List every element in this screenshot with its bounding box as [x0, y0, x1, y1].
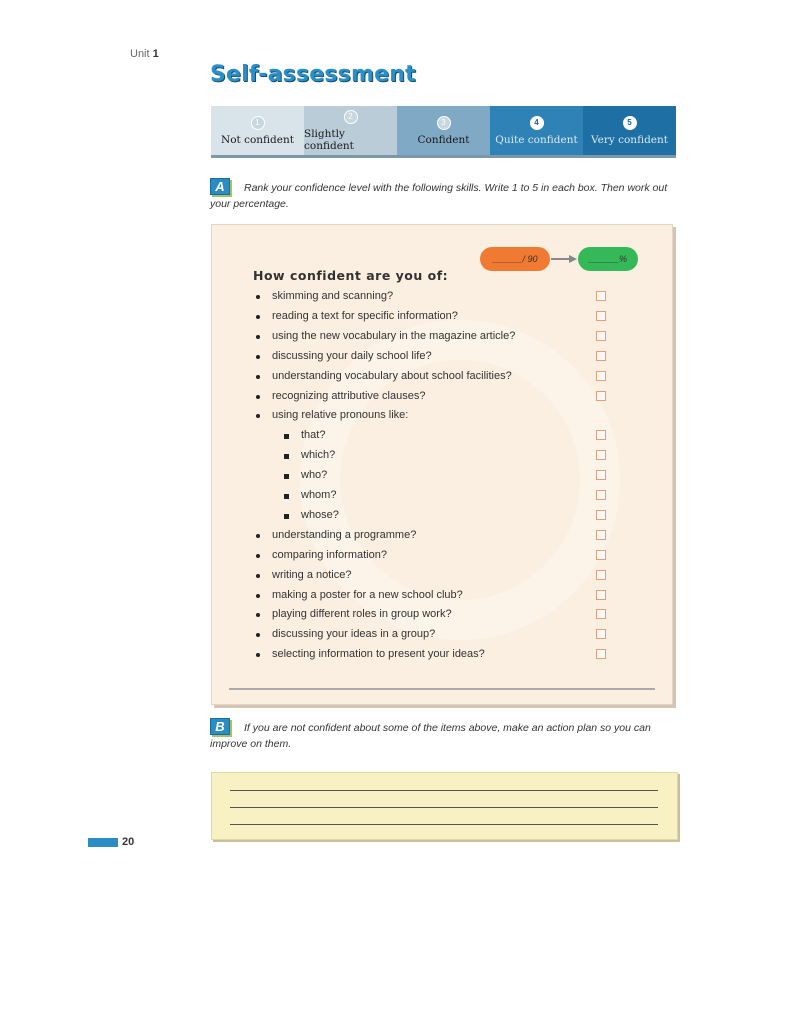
bullet: [256, 375, 260, 379]
section-b-instruction: [210, 718, 672, 752]
bullet: [256, 295, 260, 299]
checklist-subitem: who?: [301, 469, 328, 482]
bullet: [256, 315, 260, 319]
checklist-subitem: whose?: [301, 508, 339, 521]
checklist-item: writing a notice?: [272, 568, 352, 581]
sub-bullet: [284, 434, 289, 439]
rating-checkbox[interactable]: [596, 530, 606, 540]
bullet: [256, 395, 260, 399]
checklist-title: How confident are you of:: [253, 268, 449, 283]
scale-number: 2: [344, 110, 358, 124]
rating-checkbox[interactable]: [596, 351, 606, 361]
checklist-item: using relative pronouns like:: [272, 409, 409, 422]
rating-checkbox[interactable]: [596, 649, 606, 659]
rating-checkbox[interactable]: [596, 490, 606, 500]
rating-checkbox[interactable]: [596, 371, 606, 381]
checklist-item: making a poster for a new school club?: [272, 588, 463, 601]
scale-cell: [397, 106, 490, 155]
checklist-item: understanding vocabulary about school facilities?: [272, 369, 512, 382]
scale-number: 5: [623, 116, 637, 130]
checklist-subitem: which?: [301, 449, 336, 462]
bullet: [256, 355, 260, 359]
bullet: [256, 554, 260, 558]
rating-checkbox[interactable]: [596, 430, 606, 440]
section-a-text: Rank your confidence level with the following skills. Write 1 to 5 in each box. Then work out your percentage.: [210, 182, 668, 210]
action-plan-line[interactable]: [230, 790, 658, 791]
bullet: [256, 534, 260, 538]
scale-cell: [490, 106, 583, 155]
bullet: [256, 335, 260, 339]
rating-checkbox[interactable]: [596, 609, 606, 619]
checklist-item: skimming and scanning?: [272, 290, 394, 302]
sub-bullet: [284, 454, 289, 459]
sub-bullet: [284, 514, 289, 519]
section-a-marker: A: [210, 178, 230, 195]
unit-prefix: Unit: [130, 48, 150, 60]
checklist-item: using the new vocabulary in the magazine article?: [272, 329, 516, 342]
score-total-field[interactable]: ______/ 90: [480, 247, 550, 271]
rating-checkbox[interactable]: [596, 629, 606, 639]
checklist-subitem: whom?: [301, 489, 337, 501]
scale-label: Confident: [417, 133, 470, 146]
confidence-scale-bar: [211, 106, 676, 158]
sub-bullet: [284, 474, 289, 479]
checklist-item: discussing your daily school life?: [272, 349, 432, 362]
scale-cell: [583, 106, 676, 155]
scale-label: Not confident: [221, 133, 294, 146]
checklist-item: recognizing attributive clauses?: [272, 389, 426, 402]
rating-checkbox[interactable]: [596, 590, 606, 600]
sub-bullet: [284, 494, 289, 499]
checklist-item: playing different roles in group work?: [272, 608, 452, 621]
checklist-item: reading a text for specific information?: [272, 309, 458, 322]
checklist-item: understanding a programme?: [272, 528, 417, 541]
section-a-instruction: [210, 178, 670, 212]
rating-checkbox[interactable]: [596, 450, 606, 460]
checklist-subitem: that?: [301, 429, 326, 442]
scale-label: Very confident: [590, 133, 668, 146]
scale-label: Quite confident: [495, 133, 578, 146]
page-number: 20: [122, 836, 135, 848]
unit-label: [130, 48, 159, 60]
rating-checkbox[interactable]: [596, 550, 606, 560]
rating-checkbox[interactable]: [596, 391, 606, 401]
action-plan-line[interactable]: [230, 807, 658, 808]
section-b-marker: B: [210, 718, 230, 735]
panel-divider: [229, 688, 655, 690]
score-percent-field[interactable]: ______%: [578, 247, 638, 271]
rating-checkbox[interactable]: [596, 510, 606, 520]
rating-checkbox[interactable]: [596, 331, 606, 341]
bullet: [256, 574, 260, 578]
scale-cell: [211, 106, 304, 155]
checklist-item: selecting information to present your ideas?: [272, 648, 485, 661]
arrow-right-icon: [551, 254, 577, 264]
checklist-item: discussing your ideas in a group?: [272, 628, 436, 641]
rating-checkbox[interactable]: [596, 570, 606, 580]
page-number-bar: [88, 838, 118, 847]
scale-label: Slightly confident: [304, 127, 354, 152]
scale-number: 1: [251, 116, 265, 130]
bullet: [256, 594, 260, 598]
scale-number: 4: [530, 116, 544, 130]
section-b-text: If you are not confident about some of the items above, make an action plan so you can improve on them.: [210, 722, 651, 750]
action-plan-box[interactable]: [211, 772, 678, 840]
rating-checkbox[interactable]: [596, 311, 606, 321]
checklist-item: comparing information?: [272, 548, 387, 561]
rating-checkbox[interactable]: [596, 291, 606, 301]
action-plan-line[interactable]: [230, 824, 658, 825]
unit-number: 1: [152, 48, 159, 60]
scale-cell: [304, 106, 397, 155]
scale-number: 3: [437, 116, 451, 130]
rating-checkbox[interactable]: [596, 470, 606, 480]
page-title: Self-assessment: [210, 62, 416, 87]
